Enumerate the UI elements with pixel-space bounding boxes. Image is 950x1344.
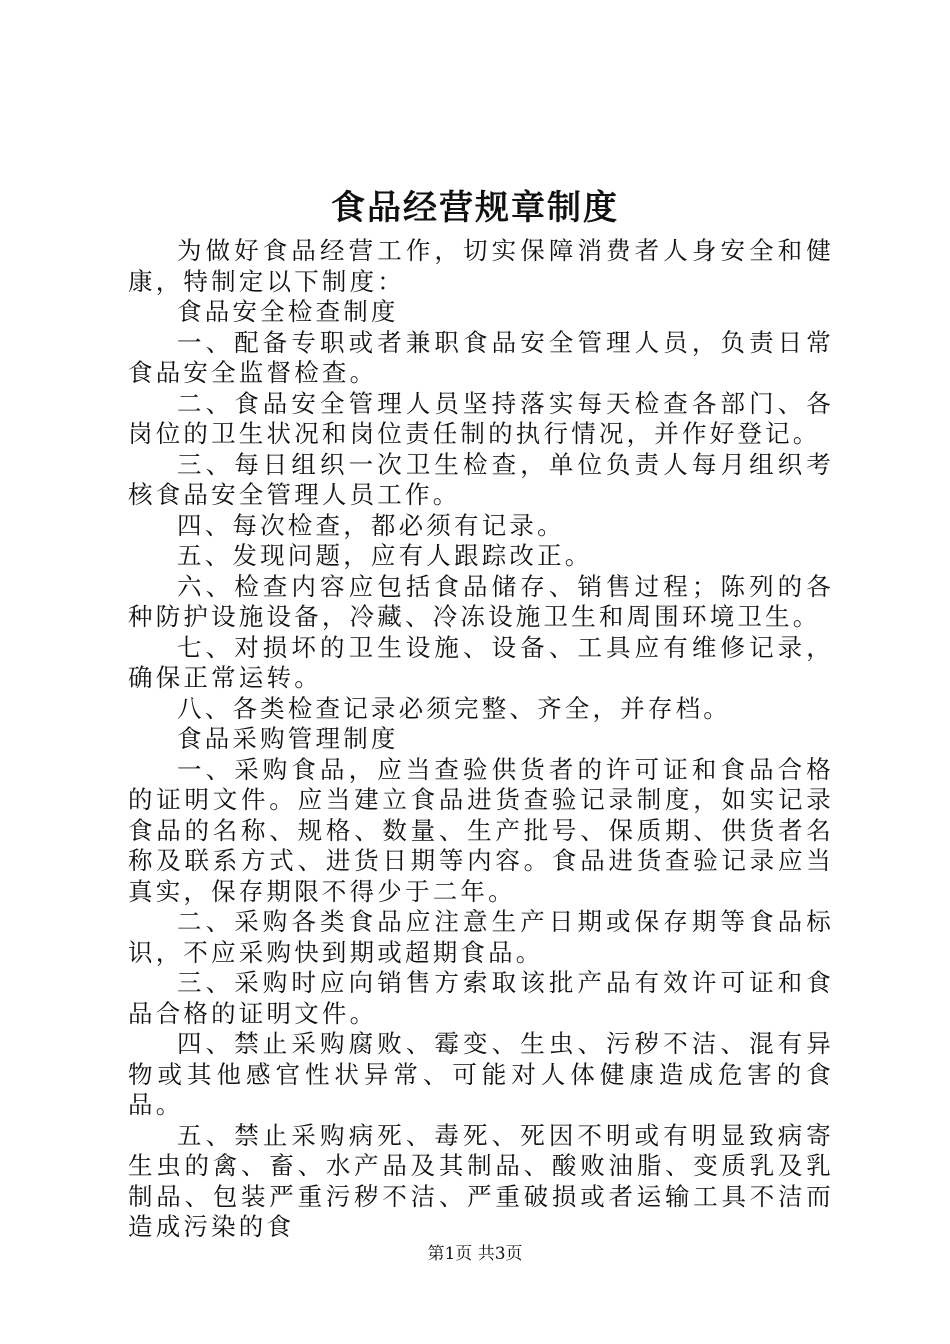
paragraph: 二、食品安全管理人员坚持落实每天检查各部门、各岗位的卫生状况和岗位责任制的执行情况，并作好登记。: [128, 388, 834, 448]
paragraph: 三、每日组织一次卫生检查，单位负责人每月组织考核食品安全管理人员工作。: [128, 449, 834, 509]
paragraph: 三、采购时应向销售方索取该批产品有效许可证和食品合格的证明文件。: [128, 968, 834, 1028]
paragraph: 一、配备专职或者兼职食品安全管理人员，负责日常食品安全监督检查。: [128, 327, 834, 387]
section-heading: 食品安全检查制度: [177, 297, 399, 326]
paragraph: 为做好食品经营工作，切实保障消费者人身安全和健康，特制定以下制度：: [128, 236, 834, 296]
paragraph: 二、采购各类食品应注意生产日期或保存期等食品标识，不应采购快到期或超期食品。: [128, 907, 834, 967]
document-body: [128, 236, 834, 1243]
paragraph: 七、对损坏的卫生设施、设备、工具应有维修记录，确保正常运转。: [128, 632, 834, 692]
paragraph: 六、检查内容应包括食品储存、销售过程；陈列的各种防护设施设备，冷藏、冷冻设施卫生和周围环境卫生。: [128, 571, 834, 631]
page-footer: 第1页 共3页: [427, 1244, 523, 1264]
paragraph: 四、禁止采购腐败、霉变、生虫、污秽不洁、混有异物或其他感官性状异常、可能对人体健康造成危害的食品。: [128, 1029, 834, 1119]
paragraph: 五、发现问题，应有人跟踪改正。: [177, 541, 593, 570]
paragraph: 一、采购食品，应当查验供货者的许可证和食品合格的证明文件。应当建立食品进货查验记录制度，如实记录食品的名称、规格、数量、生产批号、保质期、供货者名称及联系方式、进货日期等内容。食品进货查验记录应当真实，保存期限不得少于二年。: [128, 754, 834, 906]
section-heading: 食品采购管理制度: [177, 724, 399, 753]
paragraph: 八、各类检查记录必须完整、齐全，并存档。: [177, 693, 731, 723]
paragraph: 四、每次检查，都必须有记录。: [177, 510, 565, 540]
paragraph: 五、禁止采购病死、毒死、死因不明或有明显致病寄生虫的禽、畜、水产品及其制品、酸败油脂、变质乳及乳制品、包装严重污秽不洁、严重破损或者运输工具不洁而造成污染的食: [128, 1120, 834, 1241]
document-title: 食品经营规章制度: [331, 188, 619, 228]
